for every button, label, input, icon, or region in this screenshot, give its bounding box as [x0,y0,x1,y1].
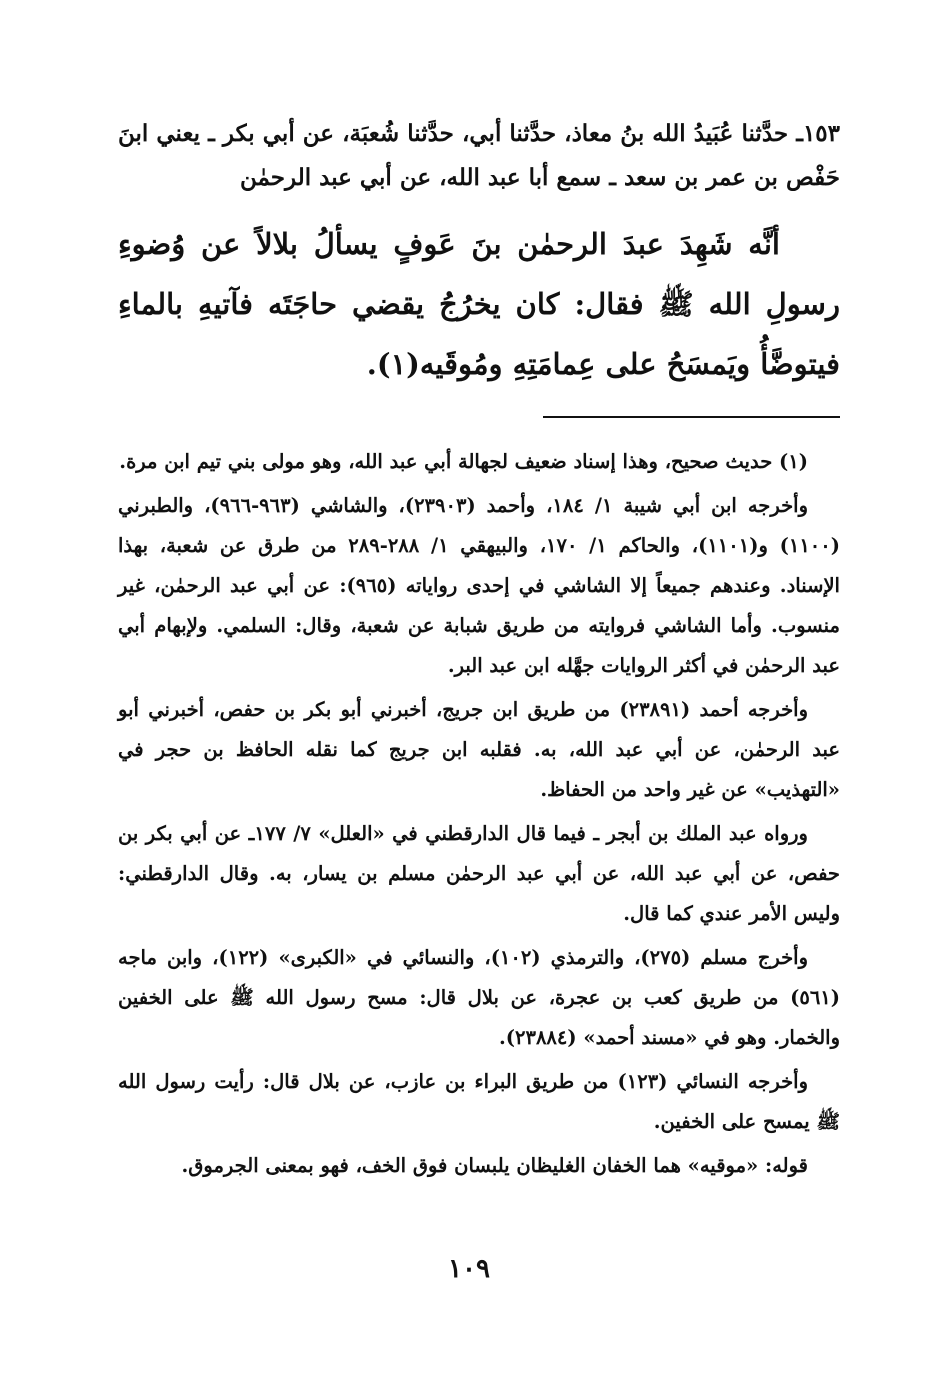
hadith-matn: أنَّه شَهِدَ عبدَ الرحمٰن بنَ عَوفٍ يسألُ بلالاً عن وُضوءِ رسولِ الله ﷺ فقال: كان يخرُجُ يقضي حاجَتَه فآتيهِ بالماءِ فيتوضَّأُ ويَمسَحُ على عِمامَتِهِ ومُوقَيه(١). [118,227,840,381]
footnote-paragraph: وأخرجه النسائي (١٢٣) من طريق البراء بن عازب، عن بلال قال: رأيت رسول الله ﷺ يمسح على الخفين. [118,1070,840,1133]
page-number: ١٠٩ [448,1254,490,1284]
footnote-paragraph: قوله: «موقيه» هما الخفان الغليظان يلبسان فوق الخف، فهو بمعنى الجرموق. [181,1154,808,1177]
footnotes [118,442,840,1186]
footnote-paragraph: وأخرجه ابن أبي شيبة ١/ ١٨٤، وأحمد (٢٣٩٠٣)، والشاشي (٩٦٣-٩٦٦)، والطبرني (١١٠٠) و(١١٠١)، والحاكم ١/ ١٧٠، والبيهقي ١/ ٢٨٨-٢٨٩ من طرق عن شعبة، بهذا الإسناد. وعندهم جميعاً إلا الشاشي في إحدى رواياته (٩٦٥): عن أبي عبد الرحمٰن، غير منسوب. وأما الشاشي فروايته من طريق شبابة عن شعبة، وقال: السلمي. ولإبهام أبي عبد الرحمٰن في أكثر الروايات جهَّله ابن عبد البر. [118,494,840,677]
hadith-isnad: ١٥٣ـ حدَّثنا عُبَيدُ الله بنُ معاذ، حدَّثنا أبي، حدَّثنا شُعبَة، عن أبي بكر ـ يعني ابنَ حَفْص بن عمر بن سعد ـ سمع أبا عبد الله، عن أبي عبد الرحمٰن [118,120,840,191]
footnote-paragraph: وأخرج مسلم (٢٧٥)، والترمذي (١٠٢)، والنسائي في «الكبرى» (١٢٢)، وابن ماجه (٥٦١) من طريق كعب بن عجرة، عن بلال قال: مسح رسول الله ﷺ على الخفين والخمار. وهو في «مسند أحمد» (٢٣٨٨٤). [118,946,840,1049]
footnote-1: (١) حديث صحيح، وهذا إسناد ضعيف لجهالة أبي عبد الله، وهو مولى بني تيم ابن مرة. [119,450,808,473]
footnote-paragraph: وأخرجه أحمد (٢٣٨٩١) من طريق ابن جريج، أخبرني أبو بكر بن حفص، أخبرني أبو عبد الرحمٰن، عن أبي عبد الله، به. فقلبه ابن جريج كما نقله الحافظ بن حجر في «التهذيب» عن غير واحد من الحفاظ. [118,698,840,801]
page-body [118,112,840,1190]
footnote-separator [543,416,840,418]
footnote-paragraph: ورواه عبد الملك بن أبجر ـ فيما قال الدارقطني في «العلل» ٧/ ١٧٧ـ عن أبي بكر بن حفص، عن أبي عبد الله، عن أبي عبد الرحمٰن مسلم بن يسار، به. وقال الدارقطني: وليس الأمر عندي كما قال. [118,822,840,925]
